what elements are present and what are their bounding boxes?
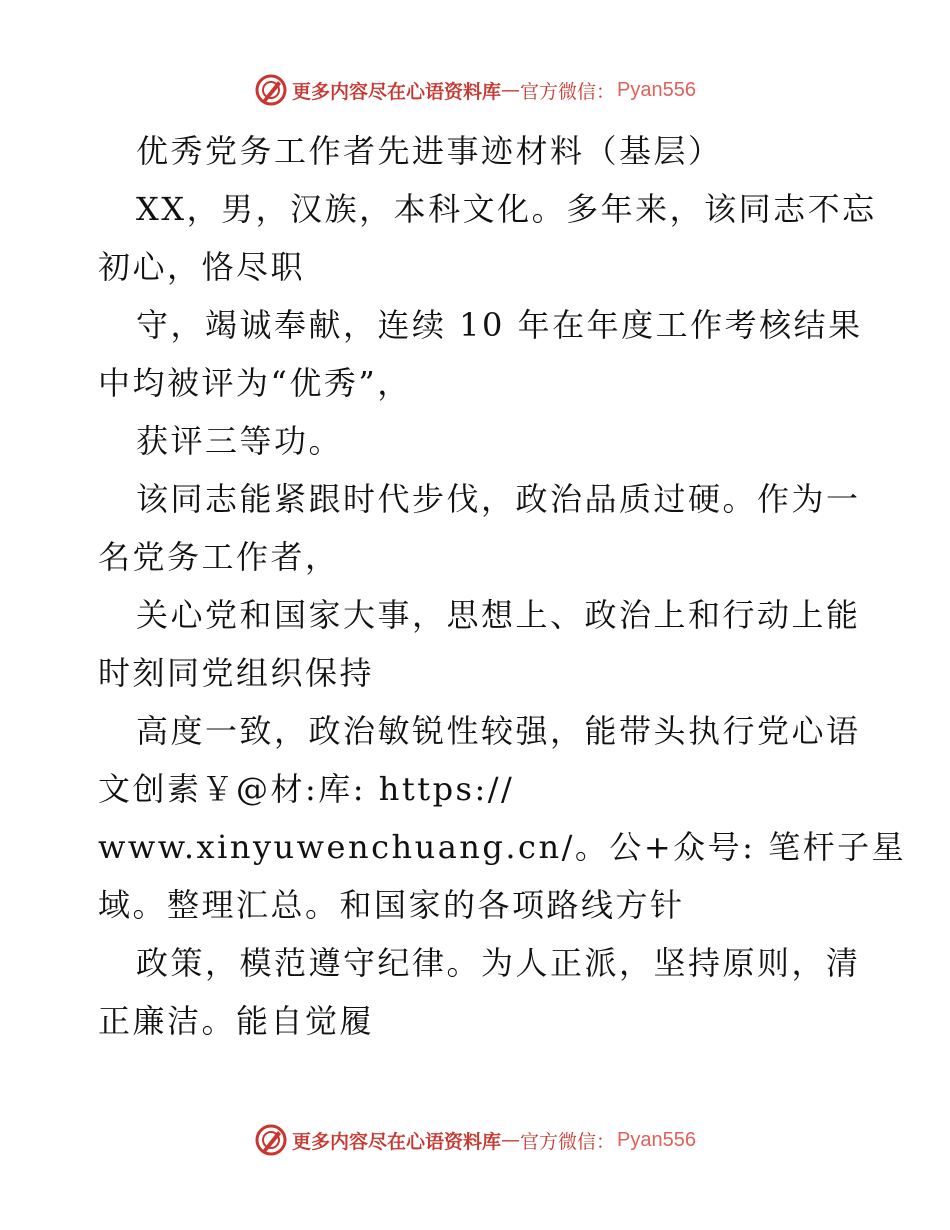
footer-watermark-banner [0,1120,950,1160]
banner-wechat-label: 官方微信： [520,1130,616,1153]
paragraph-line: 政策，模范遵守纪律。为人正派，坚持原则，清 [136,944,861,982]
paragraph-line: 该同志能紧跟时代步伐，政治品质过硬。作为一 [136,480,861,518]
paragraph-line: 名党务工作者， [98,538,340,576]
banner-main-text: 更多内容尽在心语资料库 [292,1130,502,1153]
banner-wechat-label: 官方微信： [520,80,616,103]
paragraph-line: www.xinyuwenchuang.cn/。公+众号: 笔杆子星 [98,828,907,866]
paragraph-line: 获评三等功。 [136,422,344,460]
paragraph-line: 中均被评为“优秀”， [98,364,412,402]
banner-separator: — [501,79,521,101]
paragraph-line: 初心，恪尽职 [98,248,306,286]
paragraph-line: 高度一致，政治敏锐性较强，能带头执行党心语 [136,712,861,750]
paragraph-line: 域。整理汇总。和国家的各项路线方针 [98,886,685,924]
banner-main-text: 更多内容尽在心语资料库 [292,80,502,103]
header-watermark-banner [0,70,950,110]
banner-separator: — [501,1129,521,1151]
document-title: 优秀党务工作者先进事迹材料（基层） [136,132,723,170]
quill-pen-logo-icon [254,73,288,107]
paragraph-line: 文创素￥@材:库: https:// [98,770,515,808]
document-body [98,122,907,1050]
banner-wechat-id: Pyan556 [617,78,696,101]
banner-wechat-id: Pyan556 [617,1128,696,1151]
quill-pen-logo-icon [254,1123,288,1157]
paragraph-line: 时刻同党组织保持 [98,654,375,692]
paragraph-line: 关心党和国家大事，思想上、政治上和行动上能 [136,596,861,634]
paragraph-line: 守，竭诚奉献，连续 10 年在年度工作考核结果 [136,306,863,344]
paragraph-line: XX，男，汉族，本科文化。多年来，该同志不忘 [136,190,877,228]
paragraph-line: 正廉洁。能自觉履 [98,1002,375,1040]
